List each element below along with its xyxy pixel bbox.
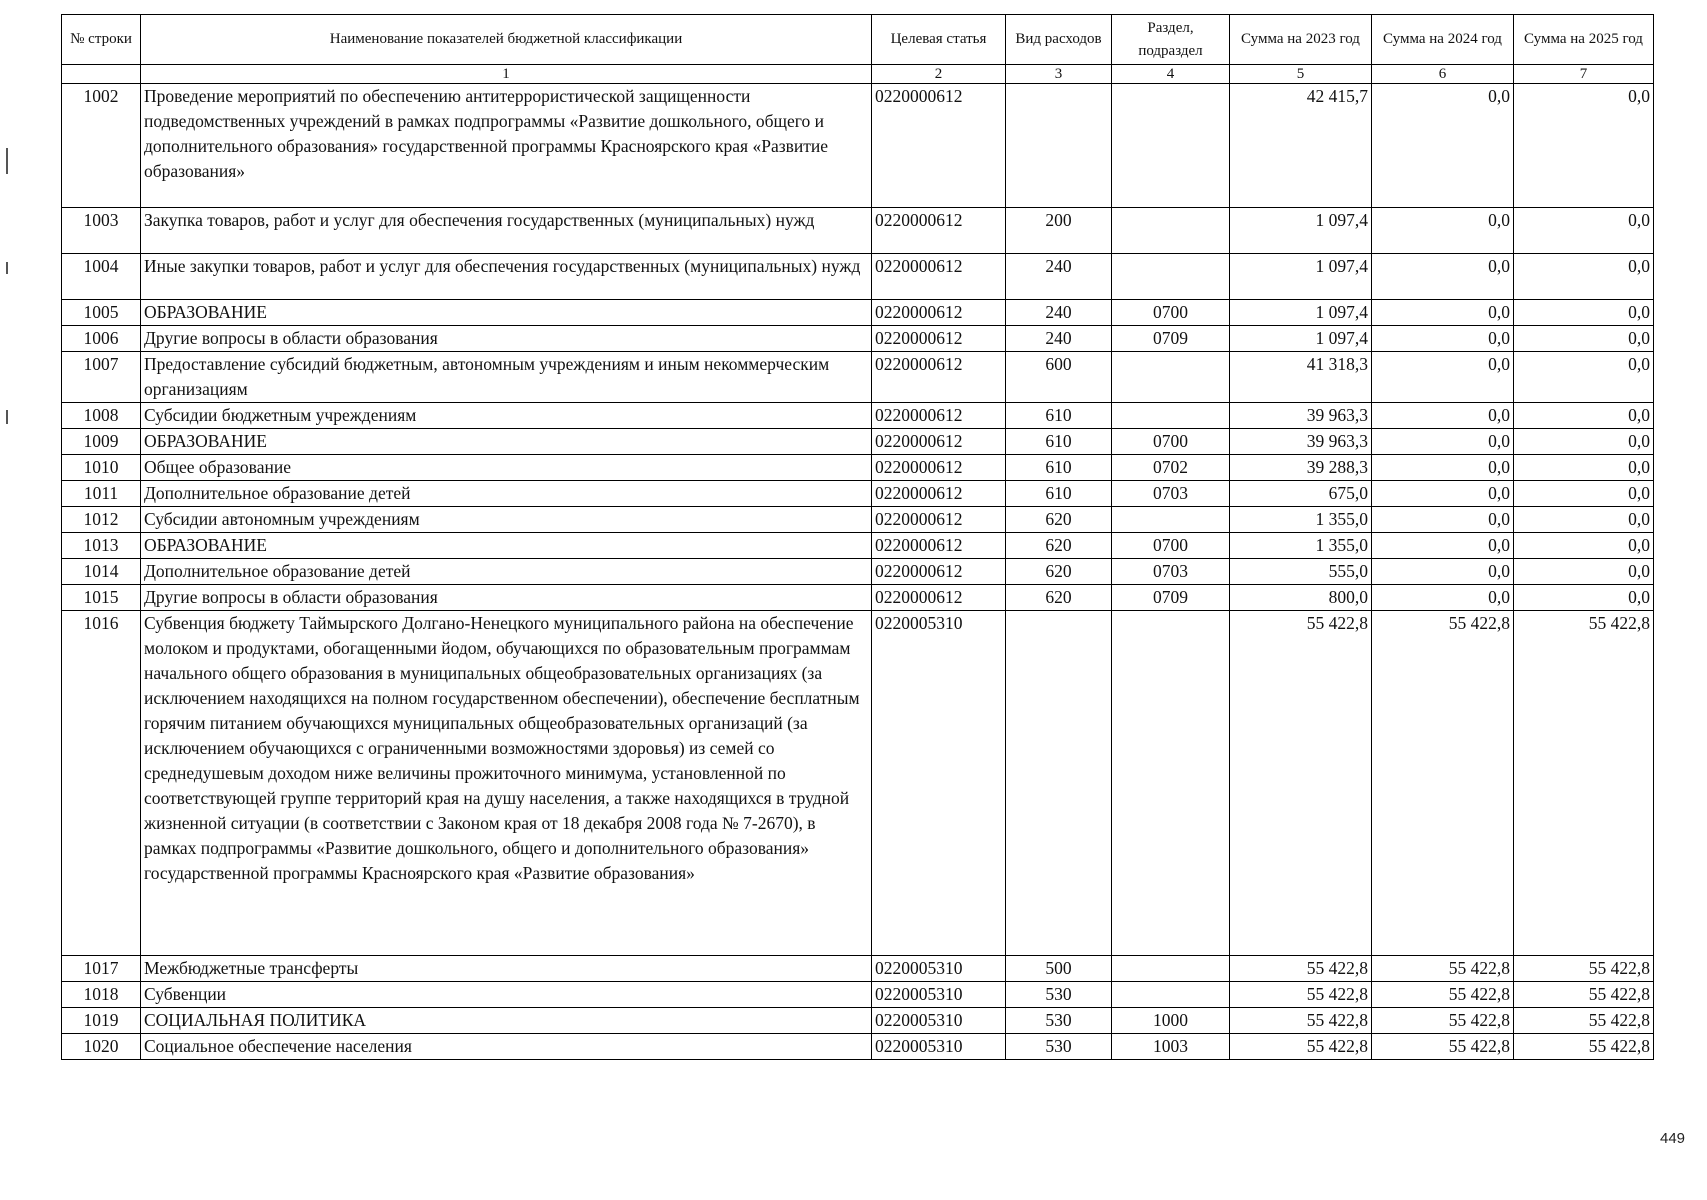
expense-kind: 200 [1006, 208, 1112, 254]
sum-2023: 39 963,3 [1230, 429, 1372, 455]
row-number: 1016 [62, 611, 141, 956]
expense-kind: 240 [1006, 326, 1112, 352]
target-article: 0220000612 [872, 84, 1006, 208]
expense-kind: 610 [1006, 403, 1112, 429]
expense-kind: 620 [1006, 533, 1112, 559]
section-subsection: 0709 [1112, 326, 1230, 352]
sum-2025: 0,0 [1514, 559, 1654, 585]
sum-2023: 1 097,4 [1230, 326, 1372, 352]
scan-margin-mark [6, 410, 8, 424]
target-article: 0220000612 [872, 403, 1006, 429]
table-body [62, 84, 1654, 1060]
row-number: 1018 [62, 982, 141, 1008]
expense-kind: 240 [1006, 300, 1112, 326]
header-section: Раздел, подраздел [1112, 15, 1230, 65]
expense-kind: 610 [1006, 455, 1112, 481]
target-article: 0220000612 [872, 585, 1006, 611]
header-sum-2025: Сумма на 2025 год [1514, 15, 1654, 65]
sum-2024: 0,0 [1372, 559, 1514, 585]
sum-2023: 55 422,8 [1230, 611, 1372, 956]
sum-2024: 0,0 [1372, 254, 1514, 300]
sum-2023: 55 422,8 [1230, 1008, 1372, 1034]
sum-2024: 55 422,8 [1372, 982, 1514, 1008]
table-row [62, 611, 1654, 956]
sum-2024: 0,0 [1372, 455, 1514, 481]
section-subsection [1112, 352, 1230, 403]
indicator-name: СОЦИАЛЬНАЯ ПОЛИТИКА [141, 1008, 872, 1034]
target-article: 0220000612 [872, 300, 1006, 326]
sum-2023: 1 097,4 [1230, 208, 1372, 254]
target-article: 0220000612 [872, 507, 1006, 533]
indicator-name: Межбюджетные трансферты [141, 956, 872, 982]
target-article: 0220000612 [872, 481, 1006, 507]
section-subsection: 1003 [1112, 1034, 1230, 1060]
table-row [62, 455, 1654, 481]
page-number: 449 [1660, 1130, 1686, 1147]
sum-2024: 0,0 [1372, 585, 1514, 611]
indicator-name: Другие вопросы в области образования [141, 585, 872, 611]
header-name: Наименование показателей бюджетной классификации [141, 15, 872, 65]
header-sum-2023: Сумма на 2023 год [1230, 15, 1372, 65]
target-article: 0220000612 [872, 326, 1006, 352]
row-number: 1009 [62, 429, 141, 455]
sum-2025: 0,0 [1514, 585, 1654, 611]
sum-2025: 0,0 [1514, 507, 1654, 533]
table-row [62, 507, 1654, 533]
indicator-name: Субсидии бюджетным учреждениям [141, 403, 872, 429]
sum-2025: 0,0 [1514, 84, 1654, 208]
sum-2023: 55 422,8 [1230, 956, 1372, 982]
section-subsection [1112, 403, 1230, 429]
expense-kind: 240 [1006, 254, 1112, 300]
indicator-name: Иные закупки товаров, работ и услуг для обеспечения государственных (муниципальных) нужд [141, 254, 872, 300]
sum-2025: 0,0 [1514, 300, 1654, 326]
header-row-no: № строки [62, 15, 141, 65]
row-number: 1015 [62, 585, 141, 611]
sum-2023: 41 318,3 [1230, 352, 1372, 403]
sum-2025: 0,0 [1514, 254, 1654, 300]
expense-kind: 500 [1006, 956, 1112, 982]
section-subsection: 1000 [1112, 1008, 1230, 1034]
indicator-name: Закупка товаров, работ и услуг для обеспечения государственных (муниципальных) нужд [141, 208, 872, 254]
row-number: 1008 [62, 403, 141, 429]
header-sum-2024: Сумма на 2024 год [1372, 15, 1514, 65]
expense-kind [1006, 84, 1112, 208]
header-target: Целевая статья [872, 15, 1006, 65]
column-number: 5 [1230, 65, 1372, 84]
sum-2024: 0,0 [1372, 403, 1514, 429]
sum-2024: 55 422,8 [1372, 1008, 1514, 1034]
indicator-name: Социальное обеспечение населения [141, 1034, 872, 1060]
row-number: 1011 [62, 481, 141, 507]
table-row [62, 84, 1654, 208]
sum-2023: 675,0 [1230, 481, 1372, 507]
sum-2023: 1 355,0 [1230, 507, 1372, 533]
row-number: 1017 [62, 956, 141, 982]
target-article: 0220000612 [872, 429, 1006, 455]
table-row [62, 326, 1654, 352]
indicator-name: Проведение мероприятий по обеспечению антитеррористической защищенности подведомственных учреждений в рамках подпрограммы «Развитие дошкольного, общего и дополнительного образования» государственной программы Красноярского края «Развитие образования» [141, 84, 872, 208]
section-subsection [1112, 507, 1230, 533]
sum-2025: 0,0 [1514, 455, 1654, 481]
sum-2023: 42 415,7 [1230, 84, 1372, 208]
target-article: 0220000612 [872, 455, 1006, 481]
sum-2023: 55 422,8 [1230, 982, 1372, 1008]
budget-table-container [61, 14, 1653, 1060]
sum-2023: 1 097,4 [1230, 300, 1372, 326]
column-number: 4 [1112, 65, 1230, 84]
table-row [62, 533, 1654, 559]
section-subsection [1112, 208, 1230, 254]
table-row [62, 403, 1654, 429]
target-article: 0220000612 [872, 352, 1006, 403]
section-subsection: 0700 [1112, 429, 1230, 455]
section-subsection [1112, 254, 1230, 300]
sum-2024: 0,0 [1372, 352, 1514, 403]
indicator-name: ОБРАЗОВАНИЕ [141, 300, 872, 326]
expense-kind [1006, 611, 1112, 956]
sum-2025: 0,0 [1514, 481, 1654, 507]
table-row [62, 481, 1654, 507]
scan-margin-mark [6, 262, 8, 274]
sum-2025: 0,0 [1514, 403, 1654, 429]
section-subsection: 0703 [1112, 559, 1230, 585]
target-article: 0220000612 [872, 208, 1006, 254]
header-row [62, 15, 1654, 65]
scan-margin-mark [6, 148, 8, 174]
sum-2024: 0,0 [1372, 507, 1514, 533]
sum-2025: 0,0 [1514, 429, 1654, 455]
row-number: 1012 [62, 507, 141, 533]
sum-2025: 55 422,8 [1514, 1034, 1654, 1060]
column-number [62, 65, 141, 84]
row-number: 1003 [62, 208, 141, 254]
target-article: 0220000612 [872, 559, 1006, 585]
target-article: 0220005310 [872, 982, 1006, 1008]
section-subsection: 0700 [1112, 533, 1230, 559]
sum-2024: 0,0 [1372, 429, 1514, 455]
table-row [62, 352, 1654, 403]
sum-2024: 0,0 [1372, 481, 1514, 507]
column-number: 7 [1514, 65, 1654, 84]
sum-2024: 55 422,8 [1372, 956, 1514, 982]
sum-2025: 55 422,8 [1514, 611, 1654, 956]
expense-kind: 530 [1006, 1034, 1112, 1060]
table-row [62, 559, 1654, 585]
indicator-name: Дополнительное образование детей [141, 559, 872, 585]
sum-2025: 55 422,8 [1514, 982, 1654, 1008]
indicator-name: ОБРАЗОВАНИЕ [141, 533, 872, 559]
section-subsection [1112, 982, 1230, 1008]
row-number: 1007 [62, 352, 141, 403]
sum-2025: 0,0 [1514, 533, 1654, 559]
table-row [62, 300, 1654, 326]
header-kind: Вид расходов [1006, 15, 1112, 65]
indicator-name: Дополнительное образование детей [141, 481, 872, 507]
expense-kind: 620 [1006, 559, 1112, 585]
row-number: 1004 [62, 254, 141, 300]
indicator-name: Субвенции [141, 982, 872, 1008]
table-row [62, 1008, 1654, 1034]
expense-kind: 620 [1006, 585, 1112, 611]
target-article: 0220000612 [872, 533, 1006, 559]
indicator-name: Другие вопросы в области образования [141, 326, 872, 352]
expense-kind: 610 [1006, 429, 1112, 455]
section-subsection [1112, 84, 1230, 208]
sum-2024: 0,0 [1372, 326, 1514, 352]
column-number: 2 [872, 65, 1006, 84]
sum-2024: 0,0 [1372, 208, 1514, 254]
table-row [62, 429, 1654, 455]
column-number-row [62, 65, 1654, 84]
target-article: 0220005310 [872, 956, 1006, 982]
expense-kind: 530 [1006, 982, 1112, 1008]
table-row [62, 956, 1654, 982]
target-article: 0220005310 [872, 1034, 1006, 1060]
section-subsection: 0702 [1112, 455, 1230, 481]
sum-2023: 39 963,3 [1230, 403, 1372, 429]
column-number: 1 [141, 65, 872, 84]
section-subsection: 0709 [1112, 585, 1230, 611]
budget-table [61, 14, 1654, 1060]
row-number: 1019 [62, 1008, 141, 1034]
indicator-name: Предоставление субсидий бюджетным, автономным учреждениям и иным некоммерческим организациям [141, 352, 872, 403]
table-row [62, 982, 1654, 1008]
column-number: 3 [1006, 65, 1112, 84]
expense-kind: 620 [1006, 507, 1112, 533]
target-article: 0220005310 [872, 611, 1006, 956]
section-subsection: 0703 [1112, 481, 1230, 507]
sum-2023: 555,0 [1230, 559, 1372, 585]
row-number: 1006 [62, 326, 141, 352]
sum-2023: 55 422,8 [1230, 1034, 1372, 1060]
row-number: 1005 [62, 300, 141, 326]
sum-2024: 0,0 [1372, 533, 1514, 559]
sum-2023: 1 355,0 [1230, 533, 1372, 559]
expense-kind: 600 [1006, 352, 1112, 403]
sum-2025: 55 422,8 [1514, 956, 1654, 982]
target-article: 0220000612 [872, 254, 1006, 300]
target-article: 0220005310 [872, 1008, 1006, 1034]
table-row [62, 1034, 1654, 1060]
row-number: 1020 [62, 1034, 141, 1060]
table-row [62, 208, 1654, 254]
sum-2023: 800,0 [1230, 585, 1372, 611]
sum-2025: 55 422,8 [1514, 1008, 1654, 1034]
sum-2025: 0,0 [1514, 352, 1654, 403]
section-subsection [1112, 956, 1230, 982]
row-number: 1013 [62, 533, 141, 559]
indicator-name: Субсидии автономным учреждениям [141, 507, 872, 533]
sum-2024: 0,0 [1372, 300, 1514, 326]
sum-2025: 0,0 [1514, 208, 1654, 254]
sum-2024: 55 422,8 [1372, 1034, 1514, 1060]
sum-2024: 0,0 [1372, 84, 1514, 208]
sum-2023: 39 288,3 [1230, 455, 1372, 481]
table-row [62, 585, 1654, 611]
expense-kind: 610 [1006, 481, 1112, 507]
sum-2025: 0,0 [1514, 326, 1654, 352]
section-subsection [1112, 611, 1230, 956]
sum-2024: 55 422,8 [1372, 611, 1514, 956]
row-number: 1014 [62, 559, 141, 585]
indicator-name: Общее образование [141, 455, 872, 481]
table-row [62, 254, 1654, 300]
section-subsection: 0700 [1112, 300, 1230, 326]
indicator-name: ОБРАЗОВАНИЕ [141, 429, 872, 455]
row-number: 1010 [62, 455, 141, 481]
indicator-name: Субвенция бюджету Таймырского Долгано-Ненецкого муниципального района на обеспечение молоком и продуктами, обогащенными йодом, обучающихся по образовательным программам начального общего образования в муниципальных общеобразовательных организациях (за исключением находящихся на полном государственном обеспечении), обеспечение бесплатным горячим питанием обучающихся муниципальных общеобразовательных организаций (за исключением обучающихся с ограниченными возможностями здоровья) из семей со среднедушевым доходом ниже величины прожиточного минимума, установленной по соответствующей группе территорий края на душу населения, а также находящихся в трудной жизненной ситуации (в соответствии с Законом края от 18 декабря 2008 года № 7-2670), в рамках подпрограммы «Развитие дошкольного, общего и дополнительного образования» государственной программы Красноярского края «Развитие образования» [141, 611, 872, 956]
sum-2023: 1 097,4 [1230, 254, 1372, 300]
expense-kind: 530 [1006, 1008, 1112, 1034]
column-number: 6 [1372, 65, 1514, 84]
row-number: 1002 [62, 84, 141, 208]
